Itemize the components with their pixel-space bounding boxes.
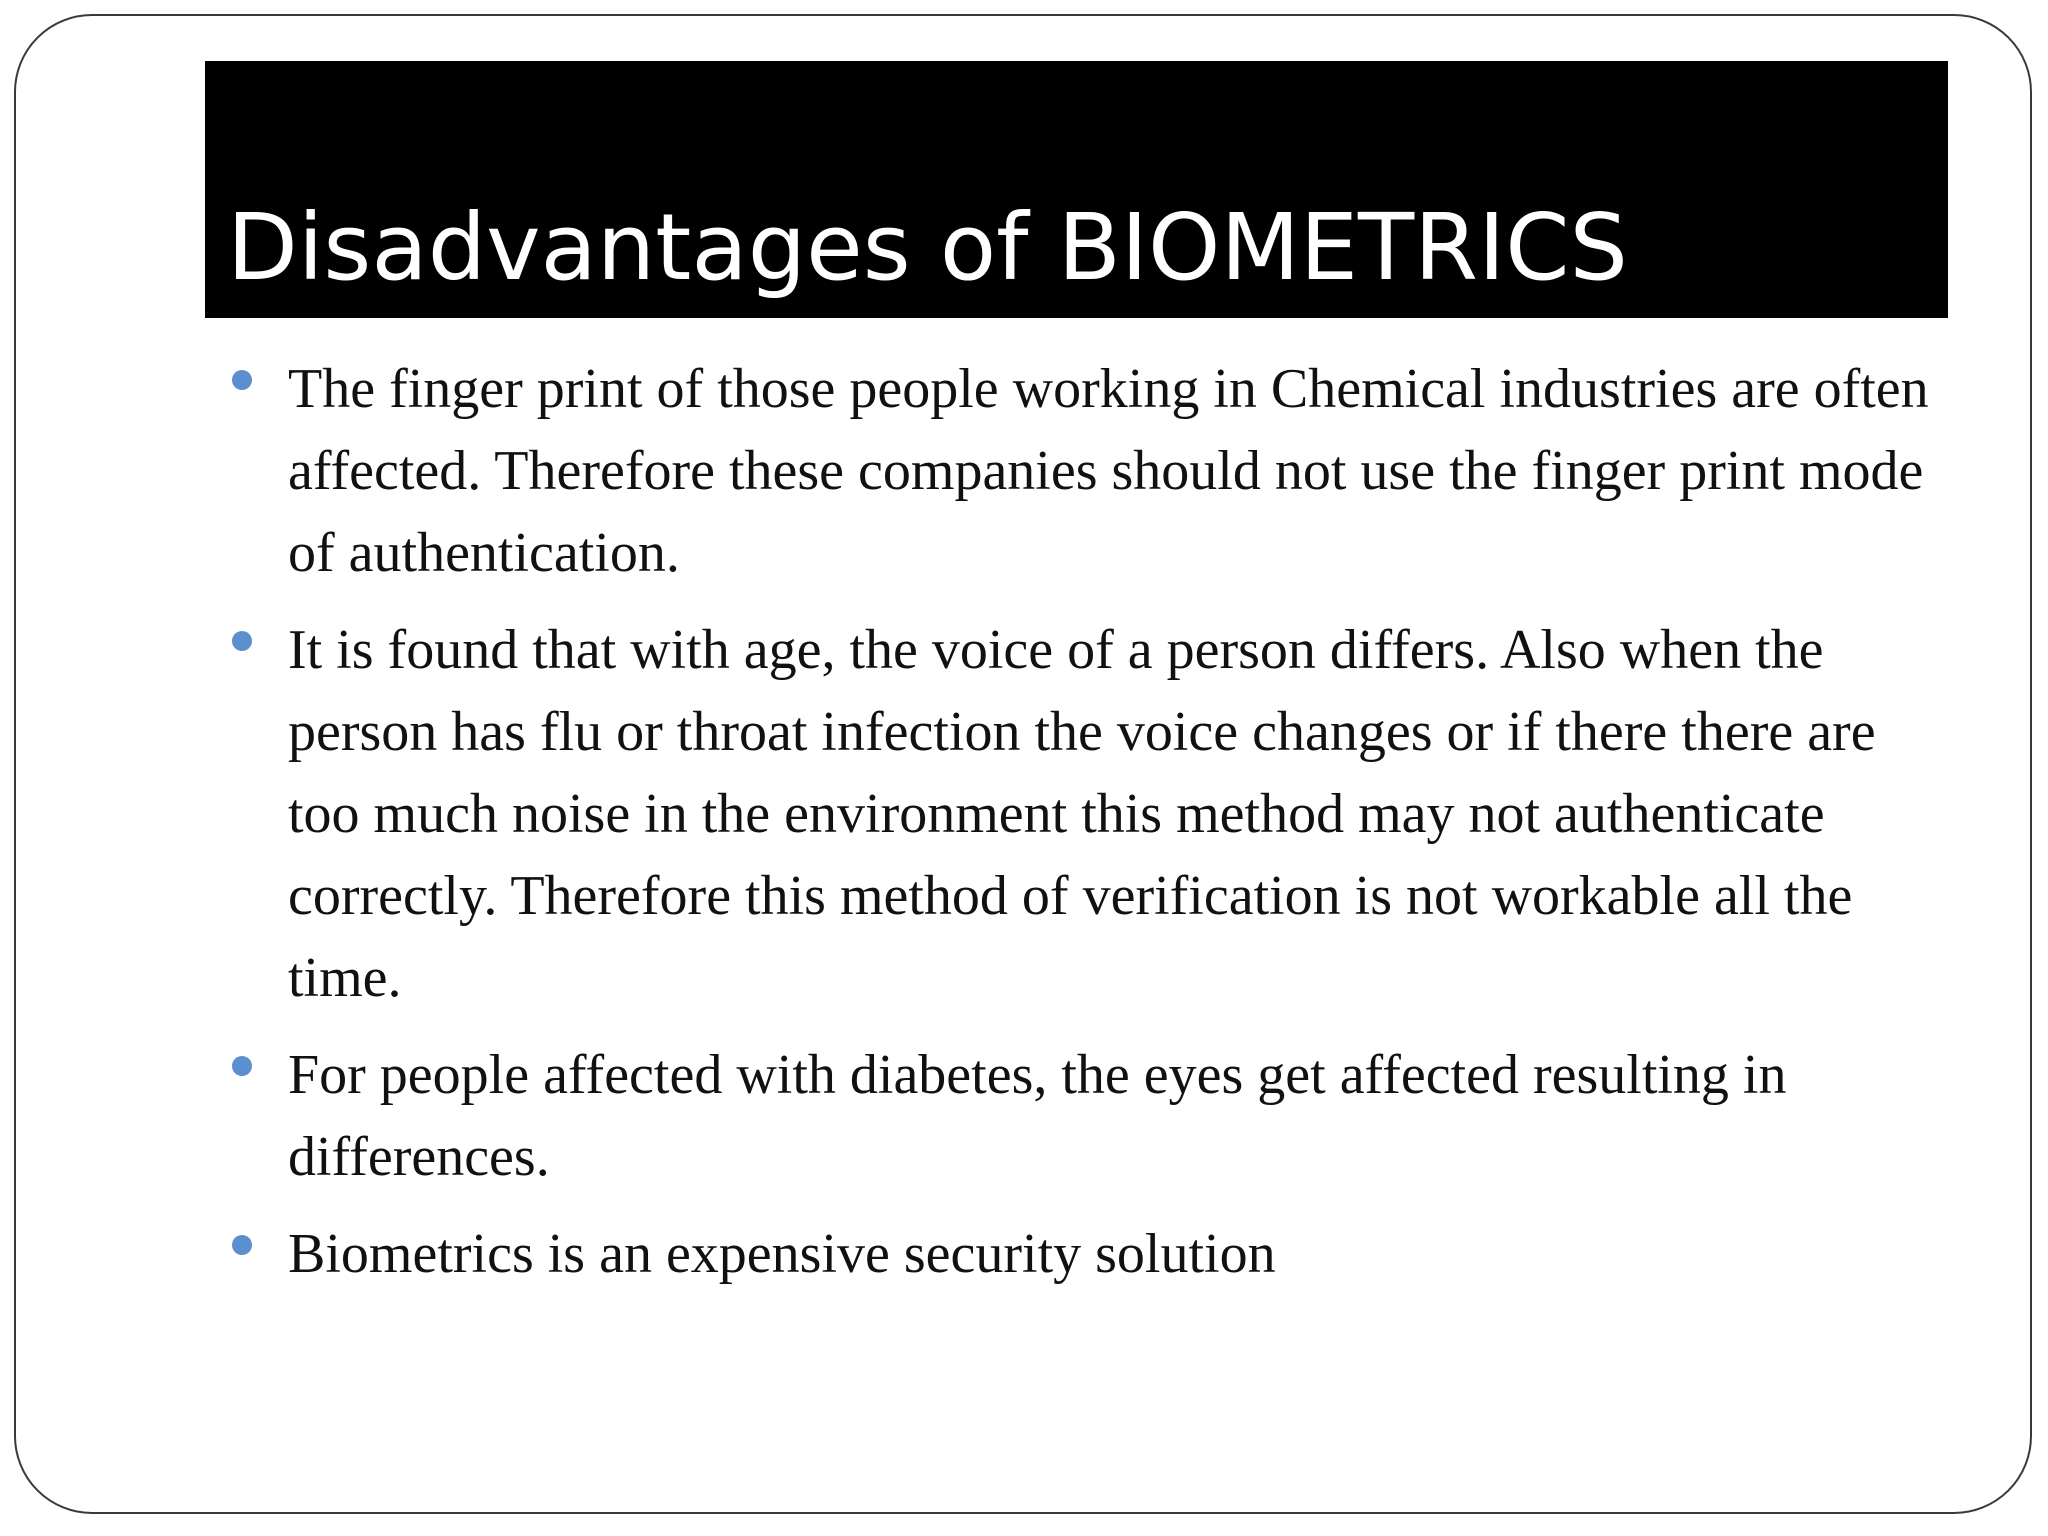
bullet-dot-icon [232,1056,252,1076]
bullet-item [228,348,1948,594]
bullet-dot-icon [232,631,252,651]
bullet-text: For people affected with diabetes, the eyes get affected resulting in differences. [288,1044,1787,1188]
bullet-dot-icon [232,370,252,390]
bullet-text: The finger print of those people working in Chemical industries are often affected. Therefore these companies should not use the finger print mode of authentication. [288,358,1929,584]
bullet-dot-icon [232,1235,252,1255]
title-bar [205,61,1948,318]
bullet-text: It is found that with age, the voice of a person differs. Also when the person has flu or throat infection the voice changes or if there there are too much noise in the environment this method may not authenticate correctly. Therefore this method of verification is not workable all the time. [288,619,1876,1009]
slide-title: Disadvantages of BIOMETRICS [227,194,1628,301]
bullet-list [228,348,1948,1310]
bullet-item [228,1213,1948,1295]
bullet-item [228,609,1948,1019]
bullet-item [228,1034,1948,1198]
bullet-text: Biometrics is an expensive security solution [288,1223,1276,1285]
